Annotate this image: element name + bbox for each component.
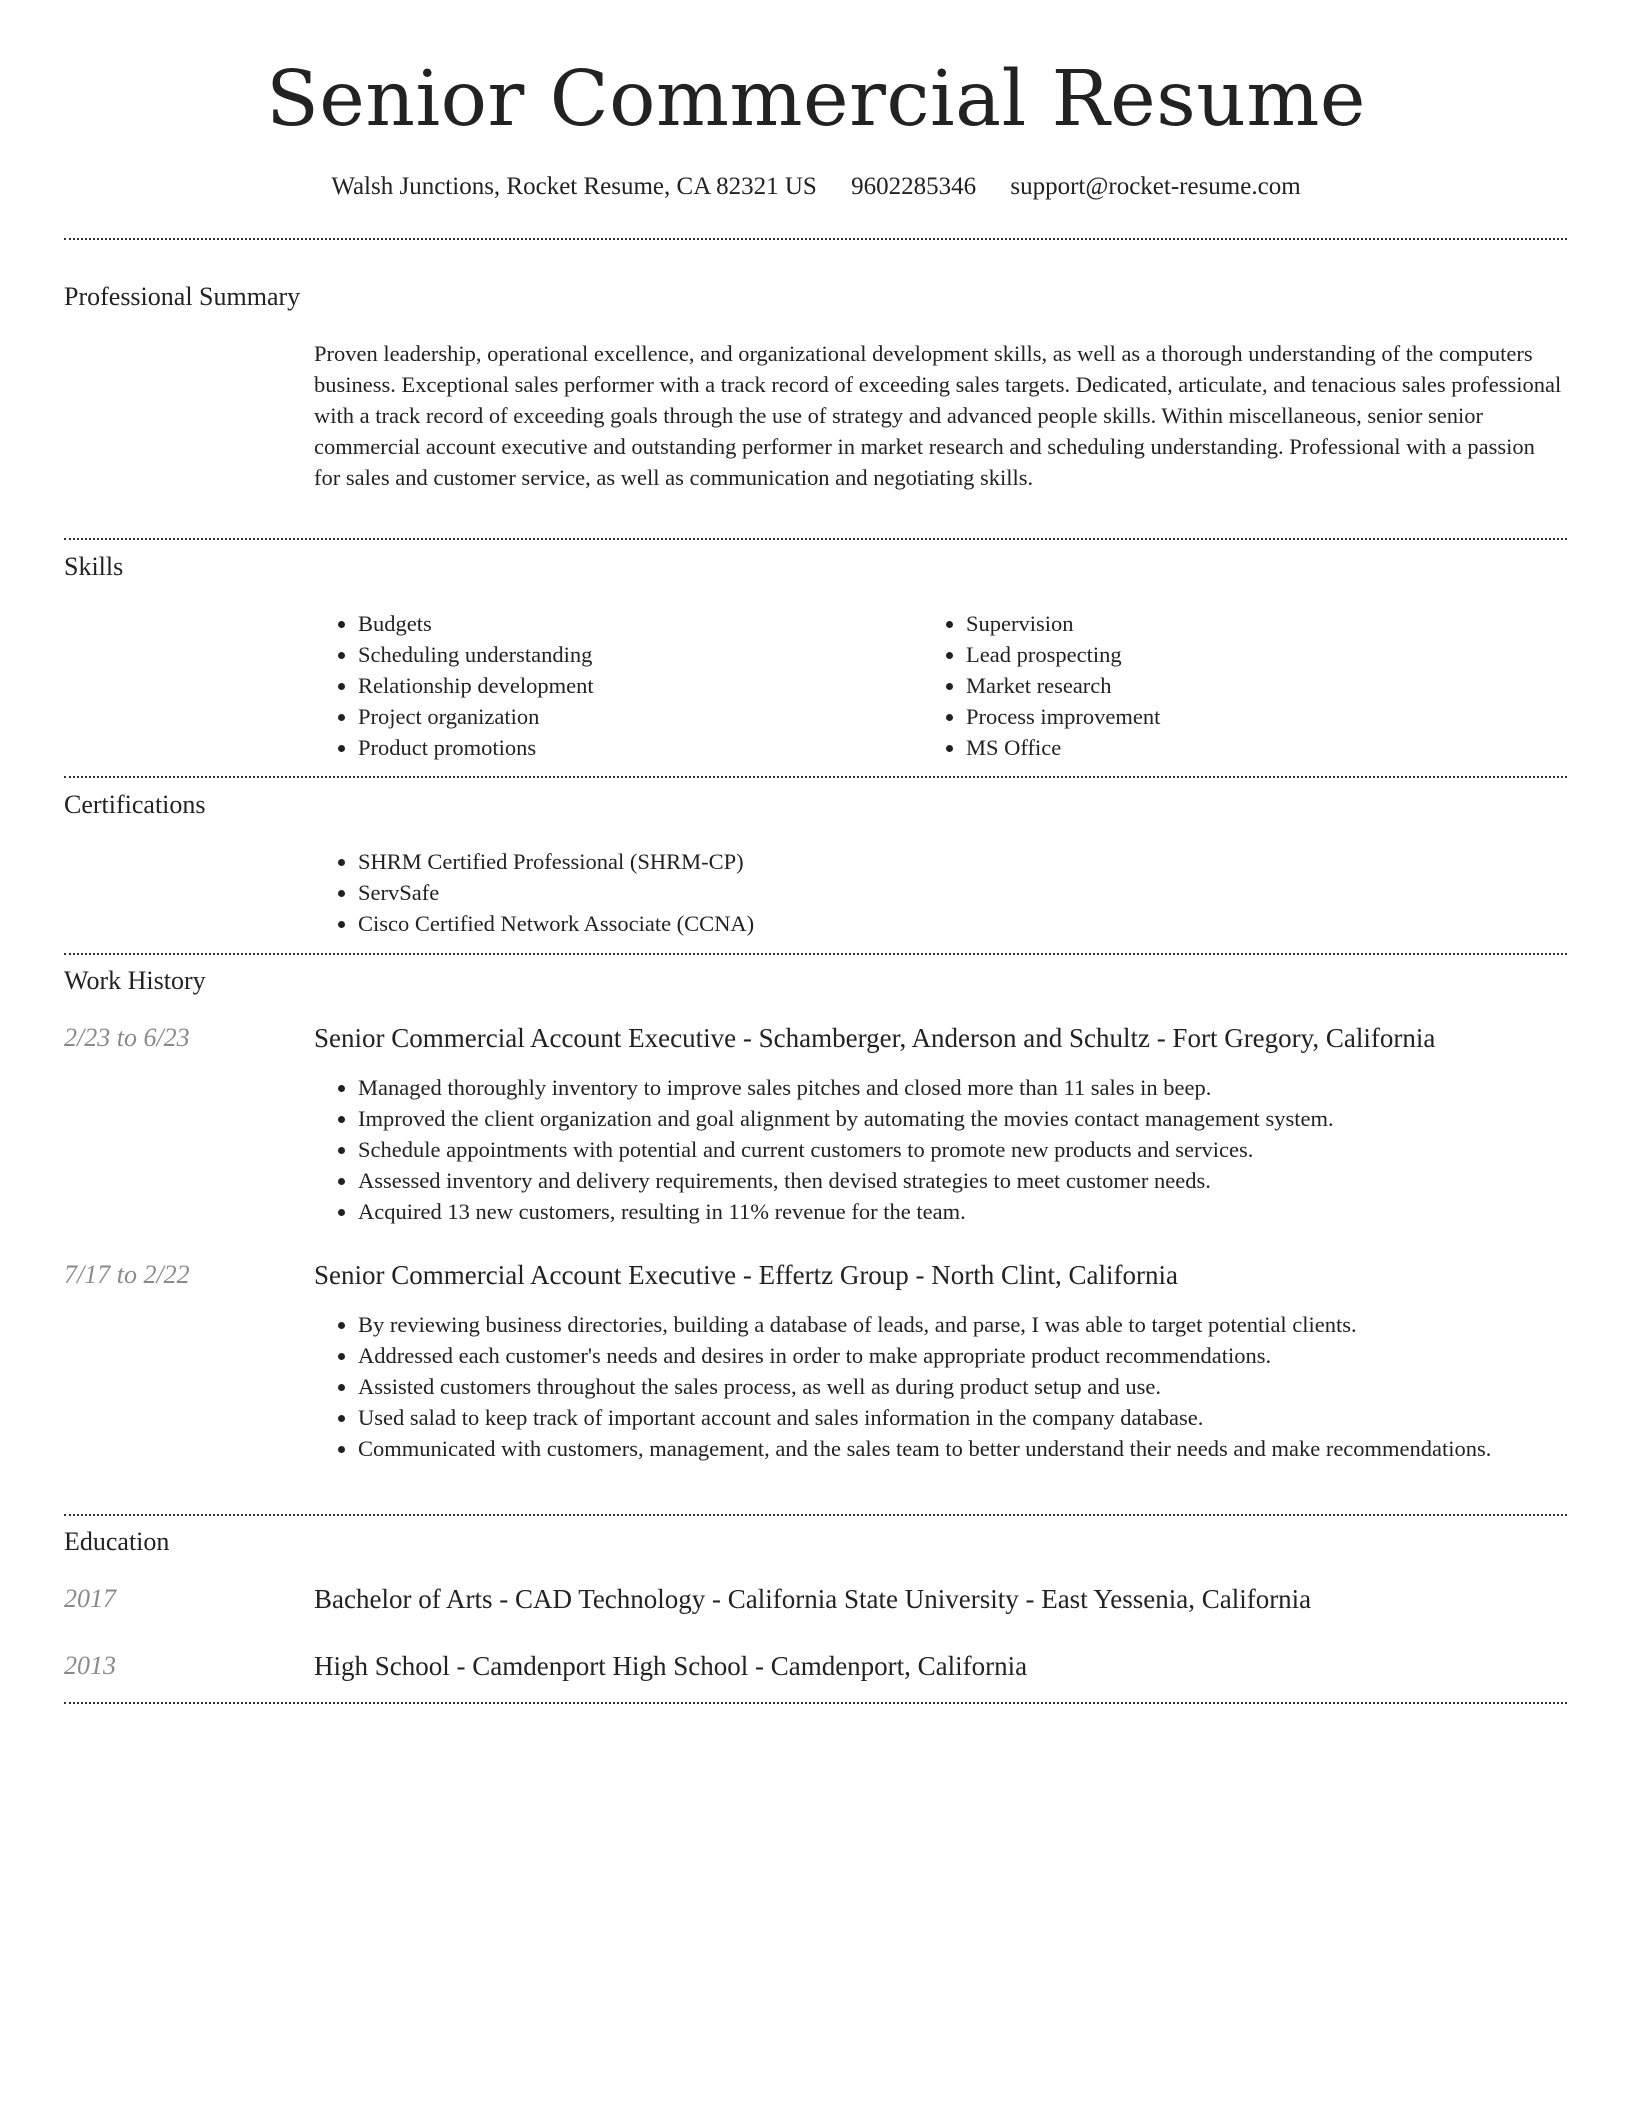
job-bullet: • Improved the client organization and goal alignment by automating the movies contact management system. xyxy=(358,1103,1564,1134)
skill-item: • Relationship development xyxy=(358,670,874,701)
skill-item: • Supervision xyxy=(966,608,1482,639)
summary-paragraph: Proven leadership, operational excellence, and organizational development skills, as well as a thorough understanding of the computers business. Exceptional sales performer with a track record of exceeding sales targets. Dedicated, articulate, and tenacious sales professional with a track record of exceeding goals through the use of strategy and advanced people skills. Within miscellaneous, senior senior commercial account executive and outstanding performer in market research and scheduling understanding. Professional with a passion for sales and customer service, as well as communication and negotiating skills. xyxy=(314,341,1562,490)
job-bullet: • Acquired 13 new customers, resulting in 11% revenue for the team. xyxy=(358,1196,1564,1227)
education-year: 2017 xyxy=(64,1584,116,1613)
skills-list-right xyxy=(922,608,1482,763)
skill-item: • Project organization xyxy=(358,701,874,732)
contact-phone: 9602285346 xyxy=(851,173,977,200)
job-heading: Senior Commercial Account Executive - Effertz Group - North Clint, California xyxy=(314,1260,1179,1290)
job-bullet: • Assessed inventory and delivery requirements, then devised strategies to meet customer needs. xyxy=(358,1165,1564,1196)
skill-item: • Budgets xyxy=(358,608,874,639)
divider xyxy=(64,1702,1567,1704)
job-bullet: • Managed thoroughly inventory to improve sales pitches and closed more than 11 sales in beep. xyxy=(358,1072,1564,1103)
job-bullet: • Assisted customers throughout the sales process, as well as during product setup and use. xyxy=(358,1371,1564,1402)
contact-address: Walsh Junctions, Rocket Resume, CA 82321 US xyxy=(331,173,817,200)
education-heading: High School - Camdenport High School - Camdenport, California xyxy=(314,1651,1028,1681)
job-dates: 2/23 to 6/23 xyxy=(64,1023,190,1052)
summary-text xyxy=(314,338,1564,493)
divider xyxy=(64,1514,1567,1516)
certification-item: • ServSafe xyxy=(358,877,1564,908)
education-year: 2013 xyxy=(64,1651,116,1680)
divider xyxy=(64,776,1567,778)
summary-section-title: Professional Summary xyxy=(64,282,301,311)
job-heading: Senior Commercial Account Executive - Schamberger, Anderson and Schultz - Fort Gregory, California xyxy=(314,1023,1436,1053)
divider xyxy=(64,538,1567,540)
contact-line xyxy=(0,169,1632,205)
skill-item: • Market research xyxy=(966,670,1482,701)
job-bullet: • Addressed each customer's needs and desires in order to make appropriate product recommendations. xyxy=(358,1340,1564,1371)
job-bullet: • Used salad to keep track of important account and sales information in the company database. xyxy=(358,1402,1564,1433)
work-section-title: Work History xyxy=(64,966,206,995)
job-bullet: • Communicated with customers, management, and the sales team to better understand their needs and make recommendations. xyxy=(358,1433,1564,1464)
job-bullet: • By reviewing business directories, building a database of leads, and parse, I was able to target potential clients. xyxy=(358,1309,1564,1340)
divider xyxy=(64,953,1567,955)
skill-item: • Scheduling understanding xyxy=(358,639,874,670)
divider xyxy=(64,238,1567,240)
certification-item: • Cisco Certified Network Associate (CCNA) xyxy=(358,908,1564,939)
contact-email: support@rocket-resume.com xyxy=(1010,173,1301,200)
skills-section-title: Skills xyxy=(64,552,124,581)
skill-item: • Product promotions xyxy=(358,732,874,763)
skill-item: • Process improvement xyxy=(966,701,1482,732)
certification-item: • SHRM Certified Professional (SHRM-CP) xyxy=(358,846,1564,877)
education-section-title: Education xyxy=(64,1527,170,1556)
skill-item: • MS Office xyxy=(966,732,1482,763)
certifications-section-title: Certifications xyxy=(64,790,206,819)
job-bullets xyxy=(314,1072,1564,1227)
job-bullet: • Schedule appointments with potential and current customers to promote new products and services. xyxy=(358,1134,1564,1165)
certifications-list xyxy=(314,846,1564,939)
education-heading: Bachelor of Arts - CAD Technology - California State University - East Yessenia, California xyxy=(314,1584,1312,1614)
skill-item: • Lead prospecting xyxy=(966,639,1482,670)
job-dates: 7/17 to 2/22 xyxy=(64,1260,190,1289)
skills-list-left xyxy=(314,608,874,763)
resume-title: Senior Commercial Resume xyxy=(266,55,1366,144)
job-bullets xyxy=(314,1309,1564,1464)
